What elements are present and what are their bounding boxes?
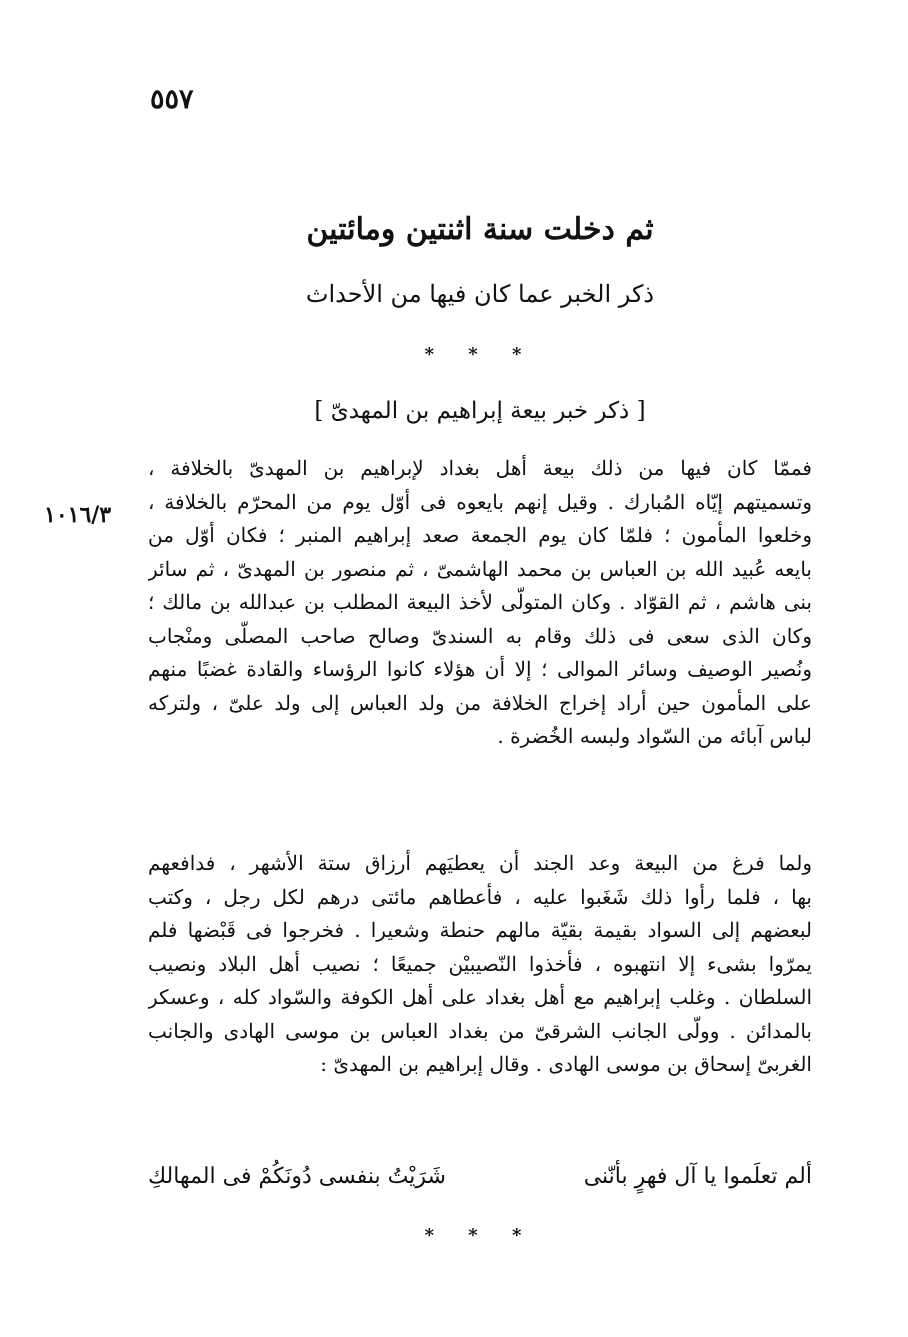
verse-second-hemistich: شَرَيْتُ بنفسى دُونَكُمْ فى المهالكِ (148, 1164, 446, 1189)
text-line: وخلعوا المأمون ؛ فلمّا كان يوم الجمعة صعد إبراهيم المنبر ؛ فكان أوّل من (148, 523, 812, 547)
verse-first-hemistich: ألم تعلَموا يا آل فهرٍ بأنّنى (583, 1164, 812, 1189)
margin-reference: ١٠١٦/٣ (44, 502, 112, 528)
text-line: بها ، فلما رأوا ذلك شَغَبوا عليه ، فأعطاهم مائتى درهم لكل رجل ، وكتب (148, 884, 812, 909)
text-line: الغربىّ إسحاق بن موسى الهادى . وقال إبراهيم بن المهدىّ : (320, 1052, 812, 1076)
text-line: بالمدائن . وولّى الجانب الشرقىّ من بغداد العباس بن موسى الهادى والجانب (148, 1018, 812, 1043)
text-line: فممّا كان فيها من ذلك بيعة أهل بغداد لإبراهيم بن المهدىّ بالخلافة ، (148, 456, 812, 480)
separator-stars-top: * * * (424, 344, 536, 365)
text-line: لبعضهم إلى السواد بقيمة بقيّة مالهم حنطة وشعيرا . فخرجوا فى قَبْضها فلم (148, 918, 812, 942)
text-line: وكان الذى سعى فى ذلك وقام به السندىّ وصالح صاحب المصلّى ومنْجاب (148, 623, 812, 648)
section-heading: [ ذكر خبر بيعة إبراهيم بن المهدىّ ] (314, 398, 646, 424)
text-line: وتسميتهم إيّاه المُبارك . وقيل إنهم بايعوه فى أوّل يوم من المحرّم بالخلافة ، (148, 489, 812, 514)
year-heading: ثم دخلت سنة اثنتين ومائتين (306, 212, 654, 247)
paragraph-1 (148, 452, 812, 754)
separator-stars-bottom: * * * (424, 1225, 536, 1246)
page-number: ٥٥٧ (150, 84, 194, 115)
text-line: ولما فرغ من البيعة وعد الجند أن يعطيَهم أرزاق ستة الأشهر ، فدافعهم (148, 851, 812, 875)
text-line: بايعه عُبيد الله بن العباس بن محمد الهاشمىّ ، ثم منصور بن المهدىّ ، ثم سائر (148, 556, 812, 581)
events-heading: ذكر الخبر عما كان فيها من الأحداث (305, 280, 655, 308)
poetry-verse (148, 1164, 812, 1189)
text-line: لباس آبائه من السّواد ولبسه الخُضرة . (497, 724, 812, 748)
text-line: بنى هاشم ، ثم القوّاد . وكان المتولّى لأخذ البيعة المطلب بن عبدالله بن مالك ؛ (148, 590, 812, 614)
text-line: السلطان . وغلب إبراهيم مع أهل بغداد على أهل الكوفة والسّواد كله ، وعسكر (148, 985, 812, 1009)
paragraph-2 (148, 847, 812, 1082)
text-line: ونُصير الوصيف وسائر الموالى ؛ إلا أن هؤلاء كانوا الرؤساء والقادة غضبًا منهم (148, 657, 812, 681)
text-line: يمرّوا بشىء إلا انتهبوه ، فأخذوا النّصيبيْن جميعًا ؛ نصيب أهل البلاد ونصيب (148, 951, 812, 976)
text-line: على المأمون حين أراد إخراج الخلافة من ولد العباس إلى ولد علىّ ، ولتركه (148, 690, 812, 715)
